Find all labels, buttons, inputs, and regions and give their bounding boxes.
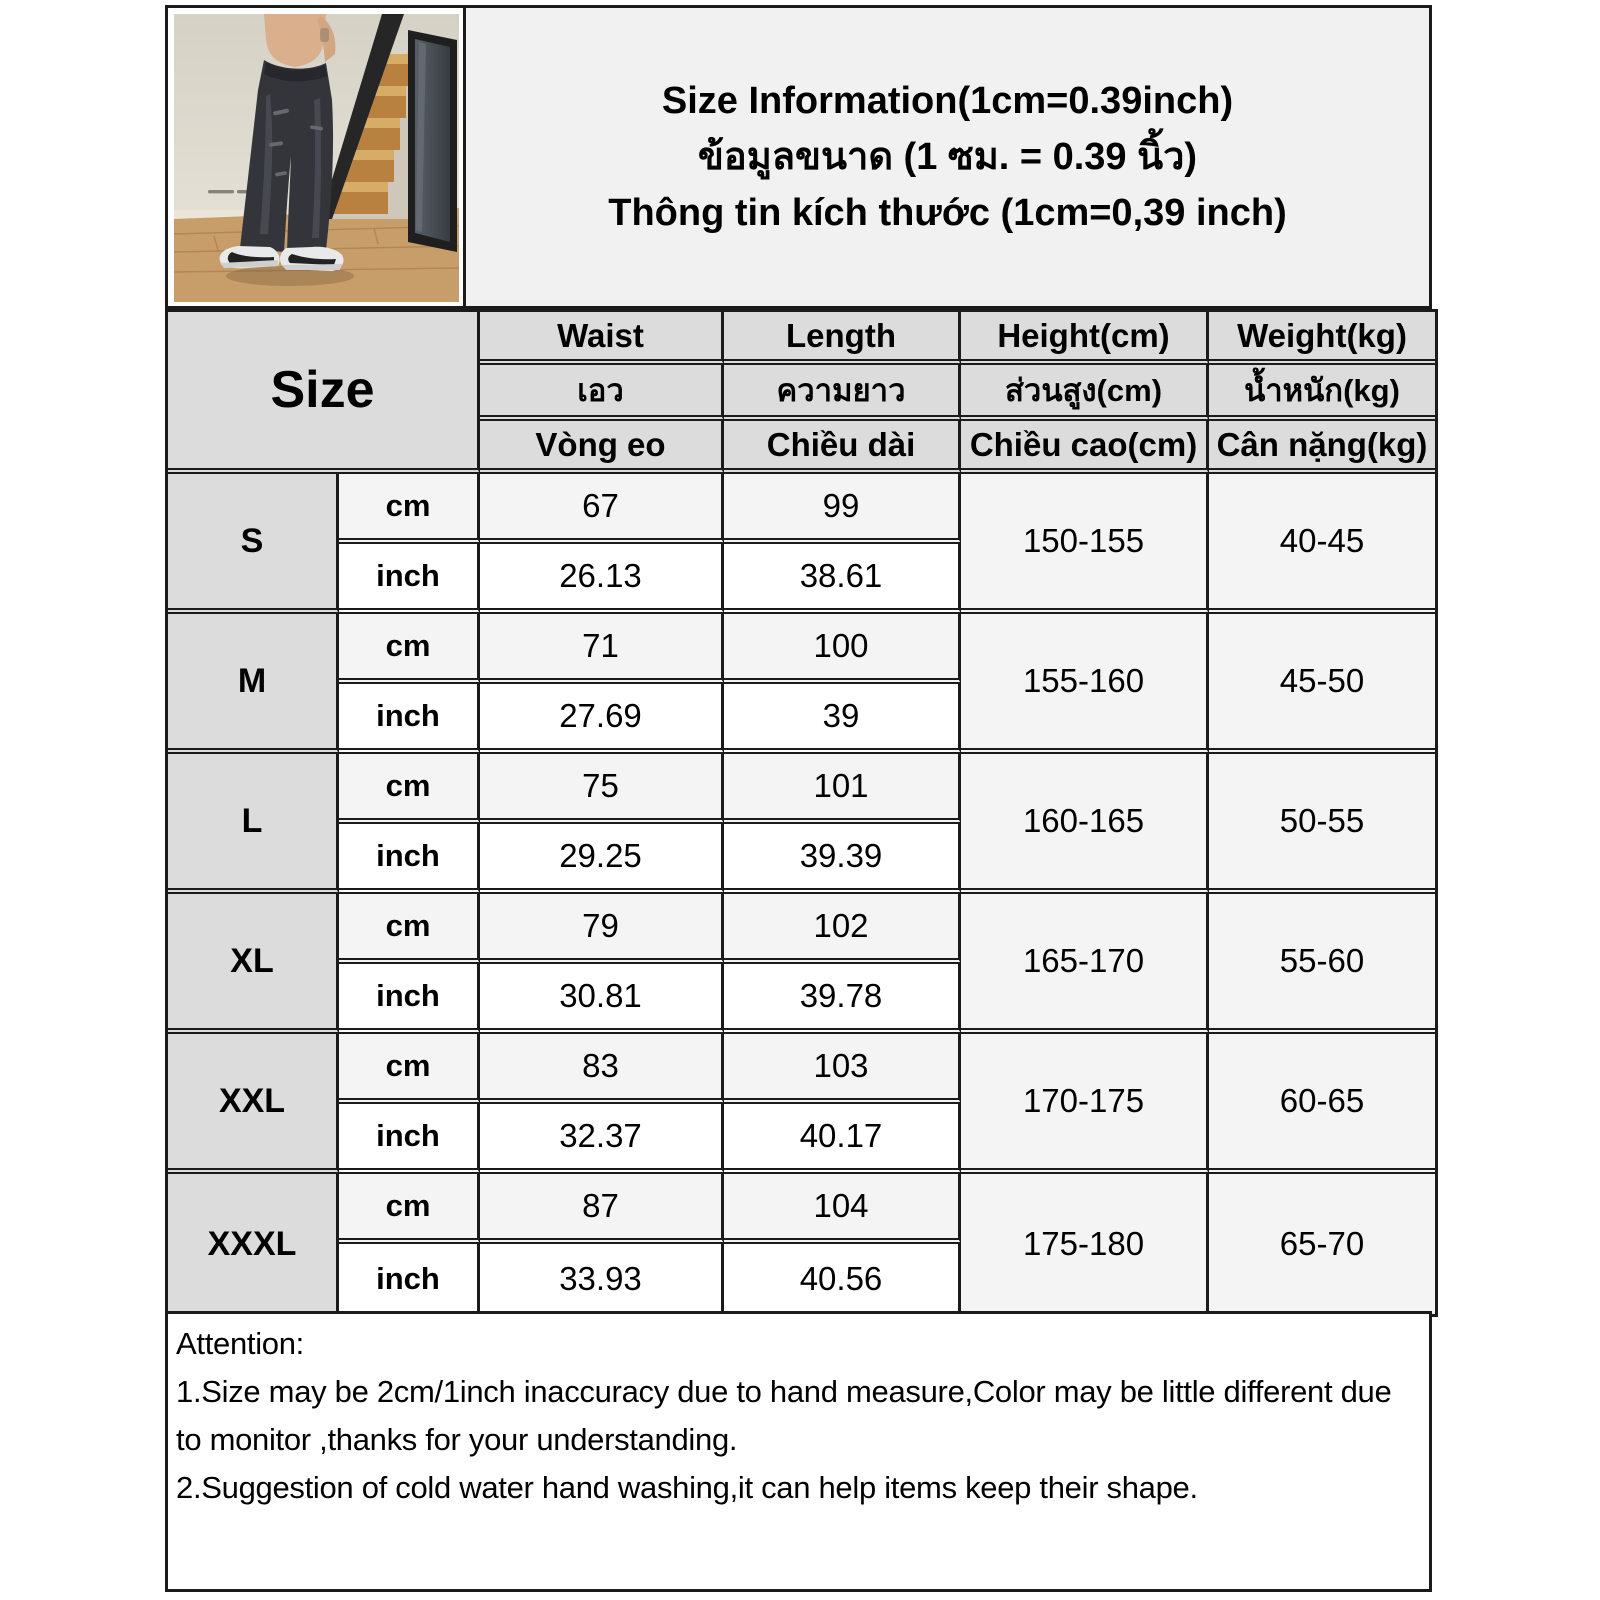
top-row (165, 5, 1432, 309)
length-cm-value: 99 (724, 474, 961, 544)
weight-range-value: 40-45 (1209, 474, 1435, 614)
title-vietnamese: Thông tin kích thước (1cm=0,39 inch) (608, 192, 1287, 234)
waist-inch-value: 33.93 (480, 1244, 724, 1314)
unit-cm-cell: cm (339, 1174, 480, 1244)
size-header-cell: Size (168, 312, 480, 474)
col-header-length-th: ความยาว (724, 365, 961, 421)
unit-inch-cell: inch (339, 964, 480, 1034)
size-row-xxxl-cm (168, 1174, 1435, 1244)
waist-cm-value: 71 (480, 614, 724, 684)
length-inch-value: 39 (724, 684, 961, 754)
size-label-xxl: XXL (168, 1034, 339, 1174)
height-range-value: 155-160 (961, 614, 1209, 754)
weight-range-value: 65-70 (1209, 1174, 1435, 1314)
length-cm-value: 100 (724, 614, 961, 684)
col-header-waist: Waist (480, 312, 724, 365)
height-range-value: 150-155 (961, 474, 1209, 614)
size-table (165, 309, 1438, 1317)
weight-range-value: 45-50 (1209, 614, 1435, 754)
unit-inch-cell: inch (339, 1244, 480, 1314)
attention-note-1: 1.Size may be 2cm/1inch inaccuracy due to hand measure,Color may be little different due to monitor ,thanks for your understanding. (176, 1374, 1392, 1457)
size-row-l-cm (168, 754, 1435, 824)
waist-inch-value: 30.81 (480, 964, 724, 1034)
col-header-waist-vi: Vòng eo (480, 421, 724, 474)
waist-inch-value: 26.13 (480, 544, 724, 614)
col-header-weight-th: น้ำหนัก(kg) (1209, 365, 1435, 421)
size-row-xxl-cm (168, 1034, 1435, 1104)
unit-inch-cell: inch (339, 684, 480, 754)
title-thai: ข้อมูลขนาด (1 ซม. = 0.39 นิ้ว) (697, 136, 1198, 178)
photo-mirror (408, 30, 457, 252)
col-header-weight-vi: Cân nặng(kg) (1209, 421, 1435, 474)
unit-inch-cell: inch (339, 824, 480, 894)
photo-watermark (208, 190, 253, 193)
size-label-xxxl: XXXL (168, 1174, 339, 1314)
weight-range-value: 60-65 (1209, 1034, 1435, 1174)
size-row-xl-cm (168, 894, 1435, 964)
length-inch-value: 39.39 (724, 824, 961, 894)
title-box (463, 5, 1432, 309)
size-label-xl: XL (168, 894, 339, 1034)
length-inch-value: 40.56 (724, 1244, 961, 1314)
size-label-m: M (168, 614, 339, 754)
waist-inch-value: 32.37 (480, 1104, 724, 1174)
unit-cm-cell: cm (339, 614, 480, 684)
length-cm-value: 101 (724, 754, 961, 824)
height-range-value: 165-170 (961, 894, 1209, 1034)
attention-heading: Attention: (176, 1326, 304, 1361)
size-label-l: L (168, 754, 339, 894)
attention-note-2: 2.Suggestion of cold water hand washing,it can help items keep their shape. (176, 1470, 1198, 1505)
length-cm-value: 103 (724, 1034, 961, 1104)
unit-cm-cell: cm (339, 754, 480, 824)
length-inch-value: 38.61 (724, 544, 961, 614)
col-header-height-th: ส่วนสูง(cm) (961, 365, 1209, 421)
height-range-value: 160-165 (961, 754, 1209, 894)
col-header-height-vi: Chiều cao(cm) (961, 421, 1209, 474)
attention-box (165, 1311, 1432, 1592)
size-row-s-cm (168, 474, 1435, 544)
col-header-length: Length (724, 312, 961, 365)
unit-cm-cell: cm (339, 474, 480, 544)
weight-range-value: 50-55 (1209, 754, 1435, 894)
waist-cm-value: 79 (480, 894, 724, 964)
height-range-value: 175-180 (961, 1174, 1209, 1314)
length-cm-value: 104 (724, 1174, 961, 1244)
col-header-height: Height(cm) (961, 312, 1209, 365)
product-photo-frame (165, 5, 466, 309)
waist-cm-value: 75 (480, 754, 724, 824)
product-photo (174, 14, 459, 302)
col-header-weight: Weight(kg) (1209, 312, 1435, 365)
unit-inch-cell: inch (339, 1104, 480, 1174)
size-row-m-cm (168, 614, 1435, 684)
waist-cm-value: 67 (480, 474, 724, 544)
length-cm-value: 102 (724, 894, 961, 964)
waist-inch-value: 27.69 (480, 684, 724, 754)
col-header-waist-th: เอว (480, 365, 724, 421)
unit-cm-cell: cm (339, 894, 480, 964)
waist-cm-value: 83 (480, 1034, 724, 1104)
unit-inch-cell: inch (339, 544, 480, 614)
length-inch-value: 39.78 (724, 964, 961, 1034)
waist-cm-value: 87 (480, 1174, 724, 1244)
height-range-value: 170-175 (961, 1034, 1209, 1174)
length-inch-value: 40.17 (724, 1104, 961, 1174)
col-header-length-vi: Chiều dài (724, 421, 961, 474)
weight-range-value: 55-60 (1209, 894, 1435, 1034)
size-label-s: S (168, 474, 339, 614)
unit-cm-cell: cm (339, 1034, 480, 1104)
waist-inch-value: 29.25 (480, 824, 724, 894)
title-english: Size Information(1cm=0.39inch) (661, 80, 1234, 122)
header-row-english (168, 312, 1435, 365)
